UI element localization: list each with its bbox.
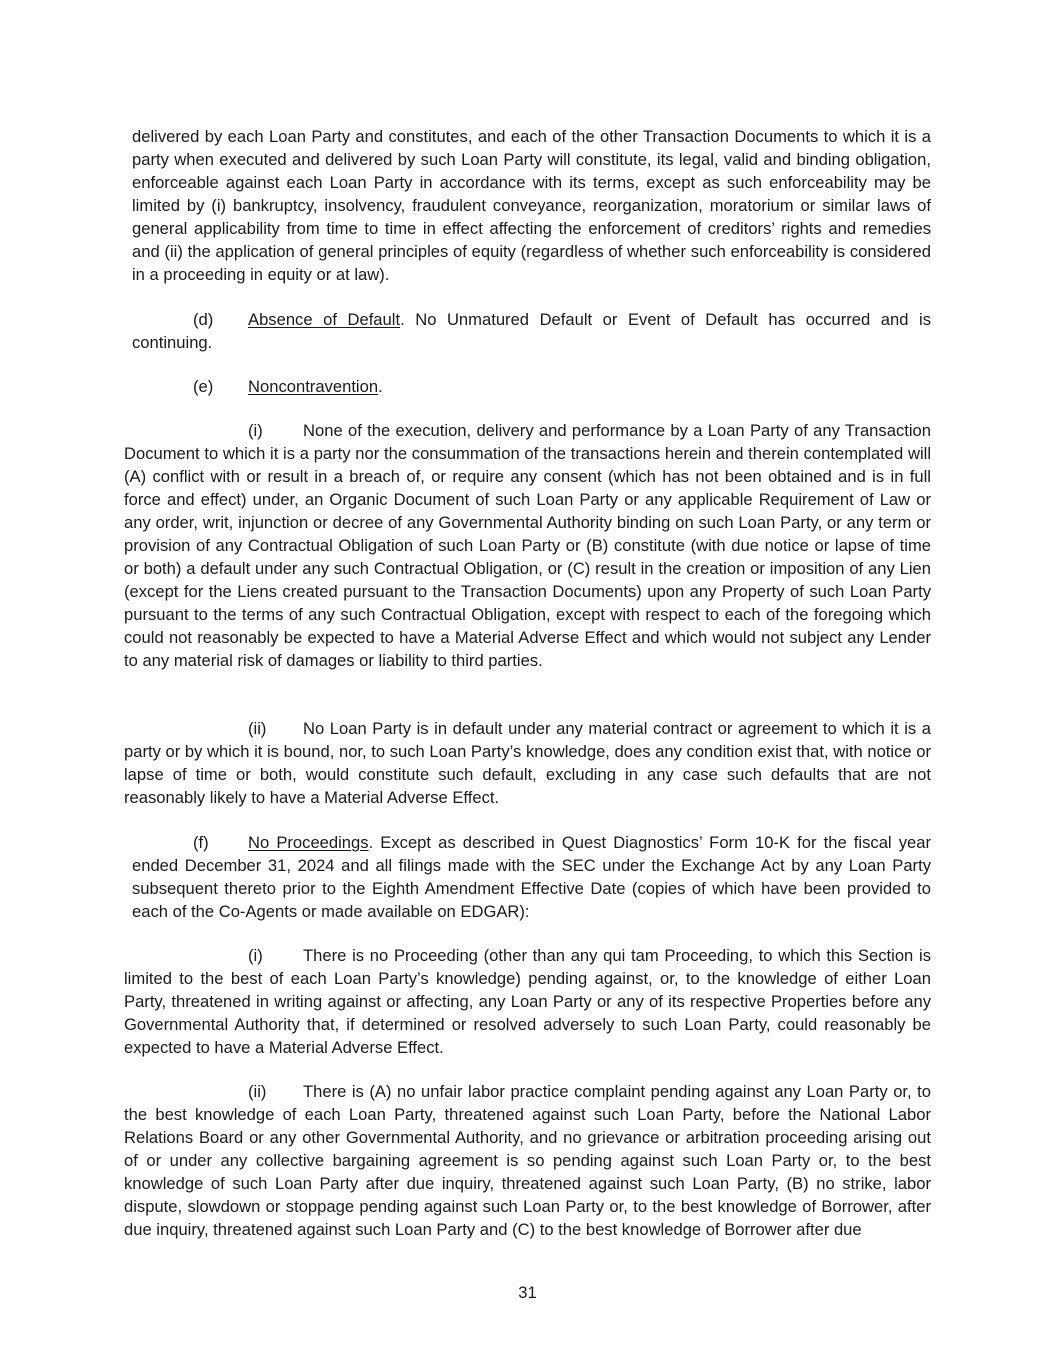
- section-f-item-ii-text: There is (A) no unfair labor practice complaint pending against any Loan Party or, to the best knowledge of each Loan Party, threatened against such Loan Party, before the National Labor Relations Board or any other Governmental Authority, and no grievance or arbitration proceeding arising out of or under any collective bargaining agreement is so pending against such Loan Party or, to the best knowledge of such Loan Party after due inquiry, threatened against such Loan Party, (B) no strike, labor dispute, slowdown or stoppage pending against such Loan Party or, to the best knowledge of Borrower, after due inquiry, threatened against such Loan Party and (C) to the best knowledge of Borrower after due: [124, 1082, 931, 1239]
- section-d-enum: (d): [193, 310, 214, 329]
- section-f-item-i-enum: (i): [248, 946, 263, 965]
- section-e-item-i-text: None of the execution, delivery and performance by a Loan Party of any Transaction Document to which it is a party nor the consummation of the transactions herein and therein contemplated will (A) conflict with or result in a breach of, or require any consent (which has not been obtained and is in full force and effect) under, an Organic Document of such Loan Party or any applicable Requirement of Law or any order, writ, injunction or decree of any Governmental Authority binding on such Loan Party, or any term or provision of any Contractual Obligation of such Loan Party or (B) constitute (with due notice or lapse of time or both) a default under any such Contractual Obligation, or (C) result in the creation or imposition of any Lien (except for the Liens created pursuant to the Transaction Documents) upon any Property of such Loan Party pursuant to the terms of any such Contractual Obligation, except with respect to each of the foregoing which could not reasonably be expected to have a Material Adverse Effect and which would not subject any Lender to any material risk of damages or liability to third parties.: [124, 421, 931, 670]
- section-e-item-i: [124, 419, 931, 672]
- section-f-heading: No Proceedings: [248, 833, 369, 852]
- page-number: 31: [518, 1283, 537, 1302]
- section-f-body: . Except as described in Quest Diagnostics’ Form 10-K for the fiscal year ended December 31, 2024 and all filings made with the SEC under the Exchange Act by any Loan Party subsequent thereto prior to the Eighth Amendment Effective Date (copies of which have been provided to each of the Co-Agents or made available on EDGAR):: [132, 833, 931, 921]
- section-e-paragraph: [132, 375, 931, 398]
- section-e-item-ii-enum: (ii): [248, 719, 267, 738]
- section-f-item-ii-enum: (ii): [248, 1082, 267, 1101]
- section-f-enum: (f): [193, 833, 209, 852]
- section-e-item-ii-text: No Loan Party is in default under any material contract or agreement to which it is a party or by which it is bound, nor, to such Loan Party’s knowledge, does any condition exist that, with notice or lapse of time or both, would constitute such default, excluding in any case such defaults that are not reasonably likely to have a Material Adverse Effect.: [124, 719, 931, 807]
- section-d-heading: Absence of Default: [248, 310, 401, 329]
- section-f-item-i-text: There is no Proceeding (other than any qui tam Proceeding, to which this Section is limited to the best of each Loan Party’s knowledge) pending against, or, to the knowledge of either Loan Party, threatened in writing against or affecting, any Loan Party or any of its respective Properties before any Governmental Authority that, if determined or resolved adversely to such Loan Party, could reasonably be expected to have a Material Adverse Effect.: [124, 946, 931, 1057]
- section-f-item-ii: [124, 1080, 931, 1241]
- section-f-item-i: [124, 944, 931, 1059]
- section-e-enum: (e): [193, 377, 214, 396]
- section-e-item-i-enum: (i): [248, 421, 263, 440]
- section-f-paragraph: [132, 831, 931, 923]
- section-d-paragraph: [132, 308, 931, 354]
- intro-paragraph: delivered by each Loan Party and constitutes, and each of the other Transaction Documents to which it is a party when executed and delivered by such Loan Party will constitute, its legal, valid and binding obligation, enforceable against each Loan Party in accordance with its terms, except as such enforceability may be limited by (i) bankruptcy, insolvency, fraudulent conveyance, reorganization, moratorium or similar laws of general applicability from time to time in effect affecting the enforcement of creditors’ rights and remedies and (ii) the application of general principles of equity (regardless of whether such enforceability is considered in a proceeding in equity or at law).: [132, 127, 931, 284]
- section-e-heading: Noncontravention: [248, 377, 379, 396]
- section-e-item-ii: [124, 717, 931, 809]
- section-e-body: .: [378, 377, 383, 396]
- section-d-body: . No Unmatured Default or Event of Default has occurred and is continuing.: [132, 310, 931, 352]
